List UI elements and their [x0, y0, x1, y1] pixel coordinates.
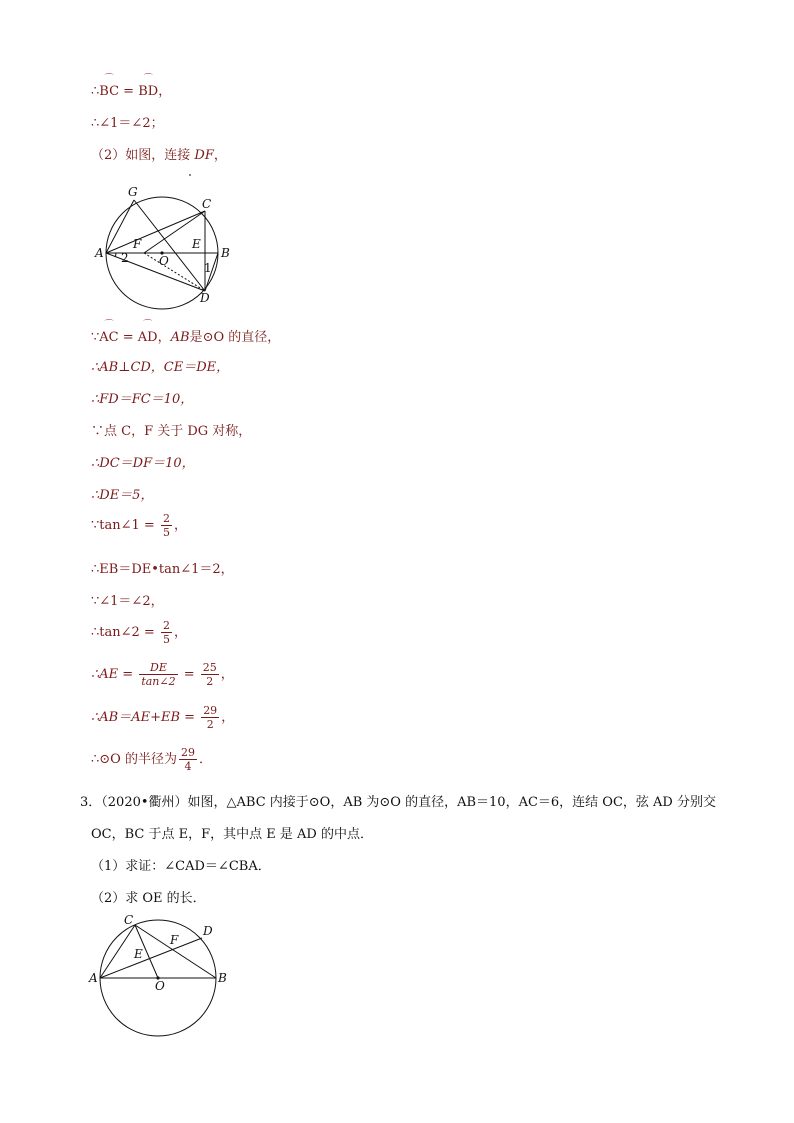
solution-line-5: ∴AB⊥CD，CE＝DE， [91, 360, 230, 375]
figure-1-circle-diagram [88, 170, 238, 310]
solution-line-13 [91, 619, 187, 646]
punctuation: ， [173, 625, 187, 640]
solution-line-3 [91, 148, 227, 164]
solution-line-16 [91, 746, 212, 773]
fraction-29-2 [201, 704, 219, 731]
solution-line-14 [91, 661, 234, 688]
question-3-line-1: 3．（2020•衢州）如图，△ABC 内接于⊙O，AB 为⊙O 的直径，AB＝10，AC＝6，连结 OC，弦 AD 分别交 [80, 795, 716, 810]
label-b: B [218, 971, 227, 985]
solution-line-2: ∴∠1＝∠2； [91, 116, 164, 131]
solution-line-8: ∴DC＝DF＝10， [91, 456, 195, 471]
diameter-statement: 是⊙O 的直径， [189, 330, 281, 345]
question-3-part-1: （1）求证：∠CAD＝∠CBA． [91, 859, 271, 874]
label-a: A [95, 246, 104, 260]
denominator: 5 [162, 633, 170, 646]
solution-line-4 [91, 330, 280, 346]
radius-prefix: ∴⊙O 的半径为 [91, 752, 177, 767]
question-3-part-2: （2）求 OE 的长． [91, 891, 206, 906]
solution-line-9: ∴DE＝5， [91, 488, 154, 503]
question-3-line-2: OC，BC 于点 E，F，其中点 E 是 AD 的中点． [91, 827, 373, 842]
label-angle-1: 1 [204, 261, 212, 275]
figure-1-svg [88, 170, 238, 310]
label-d: D [200, 291, 210, 305]
solution-line-7: ∵点 C，F 关于 DG 对称， [91, 424, 252, 439]
denominator: tan∠2 [141, 675, 176, 688]
label-a: A [89, 971, 98, 985]
punctuation: ． [198, 752, 212, 767]
segment-df: DF [194, 148, 214, 163]
punctuation: ， [220, 667, 234, 682]
figure-2-circle-diagram [86, 910, 236, 1040]
label-f: F [133, 237, 142, 251]
punctuation: ， [213, 148, 227, 163]
part-2-intro: （2）如图，连接 [91, 148, 195, 163]
numerator: 29 [203, 704, 218, 717]
segment-ab: AB [170, 330, 190, 345]
label-angle-2: 2 [121, 251, 129, 265]
fraction-de-over-tan [139, 661, 177, 688]
equals-sign: = [179, 667, 199, 682]
label-o: O [159, 254, 169, 268]
arc-bd: ⌒ BD [138, 84, 158, 100]
figure-2-svg [86, 910, 236, 1040]
equals-sign: = [119, 84, 139, 99]
punctuation: ， [173, 518, 187, 533]
ab-prefix: ∴AB＝AE+EB = [91, 710, 200, 725]
label-b: B [221, 246, 230, 260]
denominator: 2 [206, 718, 214, 731]
punctuation: ， [158, 84, 172, 99]
fraction-2-5 [161, 512, 172, 539]
label-g: G [128, 185, 138, 199]
fraction-25-2 [201, 661, 219, 688]
label-o: O [155, 979, 165, 993]
therefore-symbol: ∴ [91, 84, 100, 99]
solution-line-15 [91, 704, 234, 731]
denominator: 4 [184, 760, 192, 773]
arc-bc: ⌒ BC [99, 84, 119, 100]
label-c: C [124, 913, 134, 927]
solution-line-10 [91, 512, 187, 539]
solution-line-12: ∵∠1＝∠2， [91, 594, 164, 609]
label-d: D [203, 924, 213, 938]
punctuation: ， [157, 330, 171, 345]
tan-angle-1-prefix: ∵tan∠1 = [91, 518, 159, 533]
numerator: 25 [202, 661, 217, 674]
numerator: DE [139, 661, 177, 675]
denominator: 5 [162, 526, 170, 539]
denominator: 2 [206, 675, 214, 688]
label-e: E [134, 947, 143, 961]
solution-line-11: ∴EB＝DE•tan∠1＝2， [91, 562, 234, 577]
fraction-29-4 [179, 746, 197, 773]
tan-angle-2-prefix: ∴tan∠2 = [91, 625, 159, 640]
equals-sign: = [118, 330, 138, 345]
arc-ac: ⌒ AC [99, 330, 118, 346]
because-symbol: ∵ [91, 330, 100, 345]
fraction-2-5 [161, 619, 172, 646]
numerator: 2 [162, 512, 170, 525]
label-c: C [202, 197, 212, 211]
solution-line-6: ∴FD＝FC＝10， [91, 392, 194, 407]
label-e: E [192, 237, 201, 251]
ae-prefix: ∴AE = [91, 667, 138, 682]
arc-ad: ⌒ AD [138, 330, 158, 346]
label-f: F [170, 933, 179, 947]
punctuation: ， [221, 710, 235, 725]
solution-line-1 [91, 84, 171, 100]
numerator: 2 [162, 619, 170, 632]
numerator: 29 [180, 746, 195, 759]
